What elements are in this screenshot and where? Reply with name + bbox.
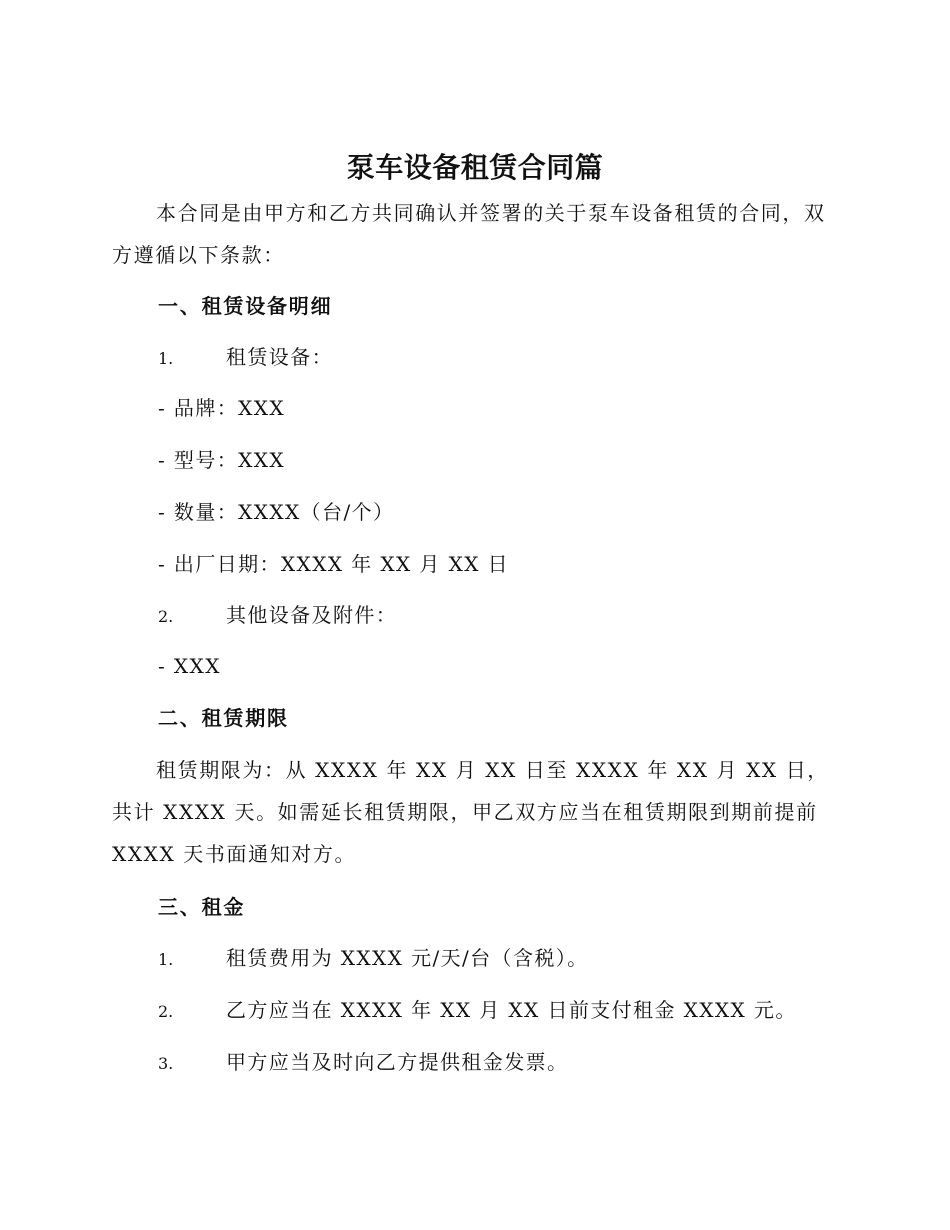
brand-line: - 品牌：XXX xyxy=(158,396,286,420)
item-number: 3. xyxy=(158,1054,174,1073)
intro-paragraph: 本合同是由甲方和乙方共同确认并签署的关于泵车设备租赁的合同，双方遵循以下条款： xyxy=(112,201,826,267)
item-number: 2. xyxy=(158,607,174,626)
item-text: 租赁设备： xyxy=(226,345,333,369)
item-text: 乙方应当在 XXXX 年 XX 月 XX 日前支付租金 XXXX 元。 xyxy=(226,998,797,1022)
document-title: 泵车设备租赁合同篇 xyxy=(346,151,604,184)
item-number: 1. xyxy=(158,950,174,969)
model-line: - 型号：XXX xyxy=(158,448,286,472)
rent-item-1 xyxy=(158,944,589,974)
equipment-item-1 xyxy=(158,343,333,373)
term-paragraph: 租赁期限为：从 XXXX 年 XX 月 XX 日至 XXXX 年 XX 月 XX 日，共计 XXXX 天。如需延长租赁期限，甲乙双方应当在租赁期限到期前提前 XXXX 天书面通知对方。 xyxy=(112,758,829,866)
section-heading-rent: 三、租金 xyxy=(158,895,246,919)
section-heading-equipment: 一、租赁设备明细 xyxy=(158,294,333,318)
rent-item-2 xyxy=(158,996,797,1026)
equipment-item-2 xyxy=(158,601,397,631)
quantity-line: - 数量：XXXX（台/个） xyxy=(158,500,395,524)
section-heading-term: 二、租赁期限 xyxy=(158,706,289,730)
item-text: 租赁费用为 XXXX 元/天/台（含税）。 xyxy=(226,946,589,970)
manufacture-date-line: - 出厂日期：XXXX 年 XX 月 XX 日 xyxy=(158,552,510,576)
item-number: 1. xyxy=(158,349,174,368)
item-text: 甲方应当及时向乙方提供租金发票。 xyxy=(226,1050,569,1074)
item-text: 其他设备及附件： xyxy=(226,603,398,627)
rent-item-3 xyxy=(158,1048,568,1078)
accessory-line: - XXX xyxy=(158,654,221,678)
item-number: 2. xyxy=(158,1002,174,1021)
